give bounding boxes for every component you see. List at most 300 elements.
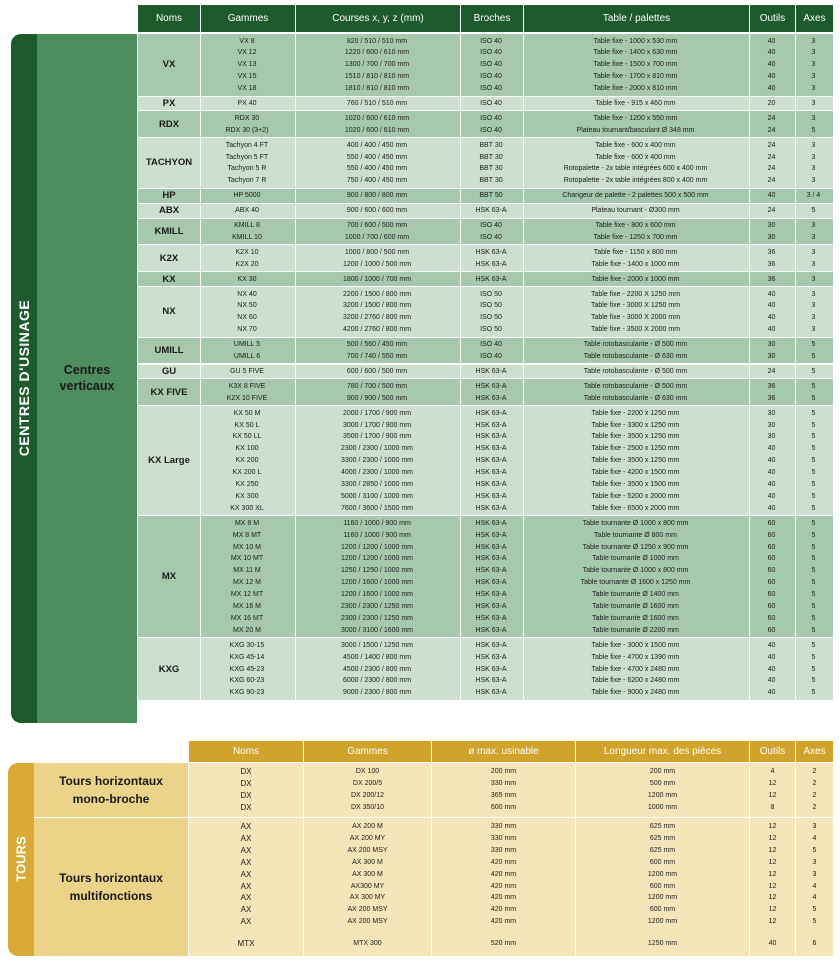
cell-outils: 24 [767, 368, 776, 375]
cell-axes: 5 [811, 492, 816, 500]
table-row [200, 601, 833, 613]
cell-courses: 2300 / 2300 / 1250 mm [341, 603, 413, 611]
cell-axes: 5 [811, 382, 816, 390]
cell-outils: 40 [767, 481, 776, 489]
cell-broche: HSK 63-A [475, 665, 507, 673]
cell-courses: 500 / 560 / 450 mm [346, 341, 408, 349]
cell-gamme: NX 70 [237, 326, 257, 334]
cu-model-group [138, 379, 833, 405]
cell-nom: AX [240, 869, 252, 879]
cell-diametre: 330 mm [490, 834, 517, 842]
cell-courses: 760 / 510 / 510 mm [346, 100, 408, 107]
cell-outils: 8 [770, 803, 775, 811]
cell-outils: 12 [768, 906, 777, 914]
cell-courses: 1220 / 600 / 610 mm [344, 49, 410, 57]
cell-axes: 3 [811, 61, 816, 69]
cell-table: Table fixe - 9000 x 2480 mm [591, 689, 680, 697]
cell-outils: 12 [768, 918, 777, 926]
cell-outils: 20 [767, 100, 776, 107]
cell-gamme: UMILL 6 [233, 353, 261, 361]
cell-gamme: AX300 MY [350, 882, 385, 890]
cell-gamme: MX 16 MT [230, 614, 264, 622]
cell-courses: 3000 / 1700 / 900 mm [342, 421, 412, 429]
cell-table: Table fixe - 6200 x 2480 mm [591, 677, 680, 685]
cell-table: Table tournante Ø 1000 mm [592, 555, 679, 563]
tours-category-label: Tours horizontaux mono-broche [59, 774, 163, 806]
cell-courses: 400 / 400 / 450 mm [346, 141, 408, 149]
cell-broche: HSK 63-A [475, 689, 507, 697]
cell-courses: 1200 / 1600 / 1000 mm [341, 579, 413, 587]
cell-outils: 40 [768, 940, 777, 948]
cell-table: Table fixe - 6500 x 2000 mm [591, 504, 680, 512]
cell-table: Table fixe - 1500 x 700 mm [593, 61, 678, 69]
table-row [200, 553, 833, 565]
cell-axes: 3 [811, 222, 816, 230]
cell-gamme: KX 300 [235, 492, 259, 500]
cell-broche: ISO 50 [480, 326, 502, 334]
cell-gamme: KX 50 M [233, 409, 261, 417]
cell-nom: DX [240, 778, 252, 788]
cell-broche: HSK 63-A [475, 394, 507, 402]
cell-courses: 700 / 740 / 550 mm [346, 353, 408, 361]
cu-header-courses: Courses x, y, z (mm) [296, 5, 460, 32]
table-row [200, 205, 833, 217]
cell-broche: HSK 63-A [475, 248, 507, 256]
cu-category-label: Centres verticaux [59, 363, 115, 393]
cell-gamme: KXG 45-23 [229, 665, 265, 673]
cell-outils: 40 [767, 457, 776, 465]
cell-courses: 1000 / 800 / 500 mm [344, 248, 410, 256]
cell-table: Table fixe - 4200 x 1500 mm [591, 469, 680, 477]
cu-model-name: KX [162, 273, 176, 285]
table-row [200, 163, 833, 175]
cell-table: Table tournante Ø 1250 x 900 mm [582, 543, 689, 551]
cell-table: Plateau tournant/basculant Ø 348 mm [576, 126, 695, 134]
cell-axes: 5 [811, 591, 816, 599]
cell-nom: DX [240, 767, 252, 776]
cu-model-name: VX [162, 59, 176, 71]
cell-gamme: KMILL 8 [234, 222, 260, 230]
cell-outils: 12 [768, 858, 777, 866]
cu-model-name: KXG [158, 663, 180, 675]
cell-gamme: KXG 90-23 [229, 689, 265, 697]
table-row [200, 324, 833, 336]
cell-gamme: AX 200 M [352, 823, 383, 830]
cell-diametre: 420 mm [490, 858, 517, 866]
table-row [200, 408, 833, 420]
cell-broche: ISO 40 [480, 37, 502, 45]
cu-model-group [138, 638, 833, 700]
cell-gamme: KX 30 [237, 275, 257, 283]
cell-diametre: 330 mm [490, 846, 517, 854]
table-row [189, 892, 833, 904]
cell-outils: 60 [767, 519, 776, 527]
cell-diametre: 330 mm [490, 823, 517, 830]
cell-axes: 5 [811, 665, 816, 673]
cell-longueur: 500 mm [649, 779, 676, 787]
cu-model-group [138, 138, 833, 188]
cell-table: Table rotobasculante - Ø 500 mm [583, 368, 688, 375]
cu-model-group [138, 406, 833, 515]
table-row [200, 190, 833, 202]
table-row [200, 675, 833, 687]
table-row [189, 833, 833, 845]
table-row [200, 664, 833, 676]
table-row [200, 613, 833, 625]
cell-outils: 60 [767, 626, 776, 634]
cell-gamme: AX 200 MSY [347, 906, 388, 914]
cell-outils: 40 [767, 37, 776, 45]
cell-outils: 60 [767, 567, 776, 575]
cell-axes: 5 [811, 653, 816, 661]
cu-model-group [138, 111, 833, 137]
cell-outils: 40 [767, 73, 776, 81]
cell-axes: 5 [812, 906, 817, 914]
cell-gamme: Tachyon 5 FT [225, 153, 269, 161]
cell-gamme: PX 40 [237, 100, 257, 107]
cell-broche: ISO 40 [480, 341, 502, 349]
cell-table: Table fixe - 1400 x 630 mm [593, 49, 678, 57]
cell-axes: 3 [811, 153, 816, 161]
cu-model-group [138, 219, 833, 245]
cell-outils: 12 [768, 846, 777, 854]
cu-model-group [138, 272, 833, 286]
cell-broche: BBT 50 [479, 192, 503, 200]
cell-gamme: MX 8 MT [232, 531, 262, 539]
cell-gamme: K3X 8 FIVE [228, 382, 266, 390]
cell-axes: 2 [812, 779, 817, 787]
table-row [200, 59, 833, 71]
table-row [200, 83, 833, 95]
cell-axes: 4 [812, 834, 817, 842]
table-row [189, 916, 833, 928]
cell-outils: 40 [767, 445, 776, 453]
cell-broche: HSK 63-A [475, 457, 507, 465]
table-row [200, 259, 833, 271]
cell-table: Table fixe - 1150 x 800 mm [593, 248, 678, 256]
cell-courses: 9000 / 2300 / 800 mm [342, 689, 412, 697]
cell-courses: 4500 / 2300 / 800 mm [342, 665, 412, 673]
cell-table: Table tournante Ø 800 mm [594, 531, 677, 539]
cell-broche: HSK 63-A [475, 492, 507, 500]
cell-courses: 900 / 600 / 600 mm [346, 207, 408, 215]
cell-diametre: 420 mm [490, 882, 517, 890]
cell-gamme: AX 300 MY [349, 894, 386, 902]
cell-outils: 60 [767, 555, 776, 563]
cell-outils: 12 [768, 791, 777, 799]
cu-model-name: GU [161, 365, 177, 377]
cell-gamme: MTX 300 [353, 940, 382, 948]
cu-header-gammes: Gammes [201, 5, 295, 32]
table-row [200, 366, 833, 378]
cell-outils: 12 [768, 894, 777, 902]
table-row [189, 845, 833, 857]
cell-outils: 40 [767, 665, 776, 673]
cell-diametre: 420 mm [490, 918, 517, 926]
cell-outils: 40 [767, 677, 776, 685]
cell-gamme: MX 8 M [234, 519, 260, 527]
cell-gamme: MX 16 M [232, 603, 261, 611]
cell-axes: 5 [811, 469, 816, 477]
cell-gamme: KXG 60-23 [229, 677, 265, 685]
table-row [200, 175, 833, 187]
cell-axes: 2 [812, 791, 817, 799]
cell-longueur: 600 mm [649, 906, 676, 914]
cell-outils: 24 [767, 177, 776, 185]
cell-gamme: GU 5 FIVE [230, 368, 264, 375]
cell-gamme: VX 8 [239, 37, 255, 45]
cell-table: Table fixe - 1700 x 810 mm [593, 73, 678, 81]
cell-table: Table tournante Ø 1600 mm [592, 614, 679, 622]
cu-model-group [138, 287, 833, 337]
cell-outils: 30 [767, 222, 776, 230]
cu-header-broches: Broches [461, 5, 523, 32]
cell-axes: 3 [811, 233, 816, 241]
cell-gamme: Tachyon 7 R [227, 177, 267, 185]
cell-gamme: VX 13 [237, 61, 257, 69]
cell-axes: 5 [811, 567, 816, 575]
cell-axes: 5 [811, 341, 816, 349]
cell-table: Table tournante Ø 2200 mm [592, 626, 679, 634]
cell-outils: 60 [767, 603, 776, 611]
cu-header-noms: Noms [138, 5, 200, 32]
cell-broche: ISO 40 [480, 114, 502, 122]
cell-outils: 40 [767, 192, 776, 200]
table-row [200, 467, 833, 479]
cell-axes: 3 [811, 275, 816, 283]
cell-outils: 12 [768, 779, 777, 787]
cell-gamme: ABX 40 [235, 207, 259, 215]
cell-outils: 40 [767, 61, 776, 69]
cell-nom: DX [240, 802, 252, 812]
cell-axes: 3 [811, 302, 816, 310]
cell-longueur: 1000 mm [647, 803, 678, 811]
cell-diametre: 330 mm [490, 779, 517, 787]
cu-model-name: HP [162, 190, 176, 202]
table-row [200, 300, 833, 312]
cell-outils: 40 [767, 689, 776, 697]
cell-courses: 780 / 700 / 500 mm [346, 382, 408, 390]
cell-table: Table fixe - 5200 x 2000 mm [591, 492, 680, 500]
table-row [200, 503, 833, 515]
cell-nom: MTX [237, 939, 255, 949]
cell-courses: 550 / 400 / 450 mm [346, 153, 408, 161]
cell-broche: BBT 30 [479, 153, 503, 161]
cell-gamme: KX 100 [235, 445, 259, 453]
cell-outils: 60 [767, 543, 776, 551]
cell-axes: 3 [811, 114, 816, 122]
cell-courses: 3000 / 1500 / 1250 mm [341, 641, 413, 649]
table-row [200, 443, 833, 455]
cell-axes: 3 [811, 290, 816, 298]
cell-outils: 30 [767, 353, 776, 361]
cu-model-group [138, 338, 833, 364]
table-row [200, 220, 833, 232]
cu-model-name: UMILL [154, 345, 184, 357]
cell-axes: 5 [811, 126, 816, 134]
table-row [200, 339, 833, 351]
cell-outils: 24 [767, 114, 776, 122]
cu-model-name: MX [161, 571, 177, 583]
table-row [189, 802, 833, 814]
cell-broche: HSK 63-A [475, 614, 507, 622]
cell-broche: ISO 40 [480, 100, 502, 107]
cell-outils: 30 [767, 433, 776, 441]
cell-axes: 5 [811, 457, 816, 465]
cell-courses: 900 / 900 / 500 mm [346, 394, 408, 402]
cell-axes: 5 [811, 445, 816, 453]
cell-axes: 5 [811, 614, 816, 622]
cell-courses: 3300 / 2300 / 1000 mm [341, 457, 413, 465]
cell-axes: 3 [811, 100, 816, 107]
cell-broche: HSK 63-A [475, 275, 507, 283]
cell-axes: 2 [812, 768, 817, 775]
cell-broche: HSK 63-A [475, 409, 507, 417]
cell-outils: 36 [767, 275, 776, 283]
cell-longueur: 600 mm [649, 858, 676, 866]
cell-axes: 4 [812, 882, 817, 890]
cell-axes: 5 [811, 626, 816, 634]
cu-header-outils: Outils [750, 5, 795, 32]
cell-table: Table fixe - 1400 x 1000 mm [591, 260, 680, 268]
cell-axes: 5 [812, 918, 817, 926]
cell-axes: 3 [812, 870, 817, 878]
cell-gamme: HP 5000 [233, 192, 261, 200]
cell-outils: 30 [767, 341, 776, 349]
cell-nom: AX [240, 917, 252, 927]
cell-gamme: AX 300 M [352, 870, 383, 878]
cell-axes: 3 [811, 248, 816, 256]
tours-category-label: Tours horizontaux multifonctions [59, 871, 163, 903]
cell-courses: 1020 / 600 / 610 mm [344, 126, 410, 134]
cell-courses: 3500 / 1700 / 900 mm [342, 433, 412, 441]
cell-gamme: UMILL 5 [233, 341, 261, 349]
cell-outils: 60 [767, 614, 776, 622]
tours-header-noms: Noms [189, 741, 303, 762]
cell-courses: 1160 / 1000 / 900 mm [343, 519, 411, 527]
cell-gamme: MX 10 MT [230, 555, 264, 563]
cell-courses: 3000 / 3100 / 1600 mm [341, 626, 413, 634]
cell-courses: 1510 / 810 / 810 mm [344, 73, 410, 81]
cell-broche: ISO 40 [480, 233, 502, 241]
cell-axes: 3 / 4 [806, 192, 821, 200]
cell-gamme: DX 100 [355, 768, 380, 775]
cell-courses: 3200 / 2760 / 800 mm [342, 314, 412, 322]
cell-diametre: 200 mm [490, 768, 517, 775]
cell-outils: 36 [767, 394, 776, 402]
cell-table: Table tournante Ø 1000 x 800 mm [582, 567, 689, 575]
cell-axes: 5 [811, 555, 816, 563]
cell-diametre: 365 mm [490, 791, 517, 799]
cell-courses: 1250 / 1250 / 1000 mm [341, 567, 413, 575]
cell-axes: 3 [811, 49, 816, 57]
cell-outils: 40 [767, 492, 776, 500]
cell-outils: 40 [767, 469, 776, 477]
cell-broche: HSK 63-A [475, 677, 507, 685]
table-row [189, 821, 833, 833]
table-row [189, 766, 833, 778]
cell-table: Table fixe - 3000 X 1250 mm [590, 302, 681, 310]
cell-axes: 5 [811, 519, 816, 527]
cell-courses: 1020 / 600 / 610 mm [344, 114, 410, 122]
table-row [200, 247, 833, 259]
table-row [200, 479, 833, 491]
table-row [200, 577, 833, 589]
cell-diametre: 520 mm [490, 940, 517, 948]
cell-table: Table fixe - 600 x 400 mm [595, 141, 676, 149]
cell-table: Plateau tournant - Ø300 mm [591, 207, 680, 215]
cell-broche: HSK 63-A [475, 421, 507, 429]
cell-courses: 5000 / 3100 / 1000 mm [341, 492, 413, 500]
cell-axes: 5 [811, 504, 816, 512]
cell-broche: HSK 63-A [475, 531, 507, 539]
cell-courses: 4000 / 2300 / 1000 mm [341, 469, 413, 477]
cell-gamme: NX 50 [237, 302, 257, 310]
cell-outils: 40 [767, 641, 776, 649]
cell-gamme: KX 300 XL [230, 504, 264, 512]
cell-longueur: 1250 mm [647, 940, 678, 948]
table-row [189, 904, 833, 916]
cell-axes: 3 [811, 165, 816, 173]
cell-table: Table fixe - 915 x 460 mm [595, 100, 676, 107]
cell-table: Table fixe - 3300 x 1250 mm [591, 421, 680, 429]
cell-table: Table fixe - 2200 X 1250 mm [590, 290, 681, 298]
cell-courses: 700 / 600 / 500 mm [346, 222, 408, 230]
cell-table: Table rotobasculante - Ø 630 mm [583, 353, 688, 361]
cell-outils: 60 [767, 531, 776, 539]
cell-outils: 36 [767, 382, 776, 390]
cell-axes: 5 [811, 409, 816, 417]
cell-broche: HSK 63-A [475, 207, 507, 215]
cell-outils: 40 [767, 653, 776, 661]
table-row [200, 381, 833, 393]
table-row [200, 274, 833, 286]
cell-gamme: K2X 20 [235, 260, 259, 268]
cell-outils: 40 [767, 504, 776, 512]
cu-model-name: RDX [158, 118, 180, 130]
cell-gamme: MX 10 M [232, 543, 261, 551]
cell-broche: ISO 40 [480, 61, 502, 69]
cell-gamme: KMILL 10 [232, 233, 262, 241]
cell-courses: 1800 / 1000 / 700 mm [342, 275, 412, 283]
cell-axes: 3 [812, 858, 817, 866]
cell-diametre: 420 mm [490, 870, 517, 878]
cell-axes: 5 [811, 353, 816, 361]
cell-diametre: 600 mm [490, 803, 517, 811]
cell-courses: 1200 / 1000 / 500 mm [342, 260, 412, 268]
cell-axes: 3 [811, 260, 816, 268]
cell-axes: 5 [811, 433, 816, 441]
cell-outils: 24 [767, 207, 776, 215]
cell-broche: HSK 63-A [475, 469, 507, 477]
table-row [200, 393, 833, 405]
cell-outils: 36 [767, 248, 776, 256]
cell-diametre: 420 mm [490, 894, 517, 902]
cell-gamme: KXG 45-14 [229, 653, 265, 661]
cell-gamme: KXG 30-15 [229, 641, 265, 649]
cell-longueur: 1200 mm [647, 870, 678, 878]
tours-model-group [189, 818, 833, 956]
cell-outils: 60 [767, 591, 776, 599]
table-row [200, 652, 833, 664]
cell-outils: 40 [767, 314, 776, 322]
cell-broche: BBT 30 [479, 141, 503, 149]
cell-gamme: AX 200 MY [349, 834, 386, 842]
cell-longueur: 1200 mm [647, 894, 678, 902]
table-row [200, 232, 833, 244]
cell-courses: 820 / 510 / 510 mm [346, 37, 408, 45]
table-row [200, 589, 833, 601]
